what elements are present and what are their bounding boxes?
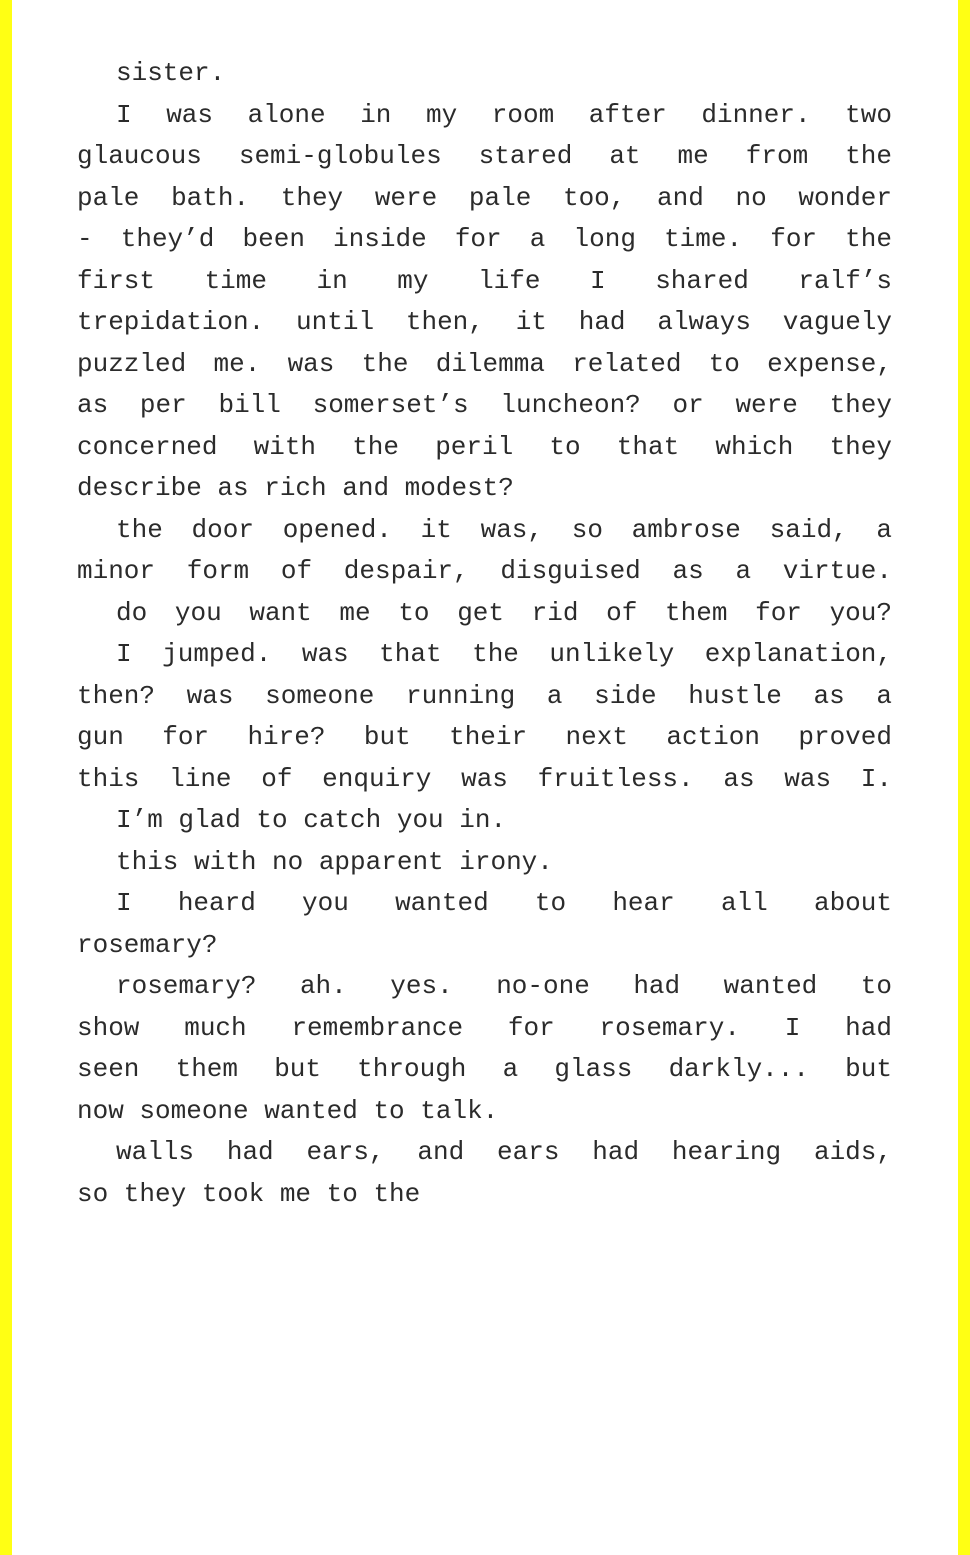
text-line: glaucous semi-globules stared at me from the	[77, 141, 892, 171]
text-line: concerned with the peril to that which they	[77, 431, 892, 462]
right-page-edge	[958, 0, 970, 1555]
text-line: show much remembrance for rosemary. I had	[77, 1012, 892, 1043]
text-line: gun for hire? but their next action proved	[77, 722, 892, 752]
text-line: this line of enquiry was fruitless. as was I.	[77, 763, 892, 794]
text-line: I was alone in my room after dinner. two	[116, 99, 892, 130]
text-line: I heard you wanted to hear all about	[116, 888, 892, 918]
page-body-text	[77, 53, 892, 1215]
text-line: do you want me to get rid of them for you?	[116, 597, 892, 628]
left-page-edge	[0, 0, 12, 1555]
text-line: puzzled me. was the dilemma related to expense,	[77, 348, 892, 379]
text-line: then? was someone running a side hustle as a	[77, 680, 892, 711]
text-line: this with no apparent irony.	[116, 846, 553, 877]
text-line: the door opened. it was, so ambrose said, a	[116, 514, 892, 545]
text-line: now someone wanted to talk.	[77, 1095, 499, 1126]
text-line: minor form of despair, disguised as a virtue.	[77, 556, 892, 586]
text-line: trepidation. until then, it had always vaguely	[77, 307, 892, 337]
text-line: rosemary?	[77, 929, 218, 960]
text-line: walls had ears, and ears had hearing aids,	[116, 1137, 892, 1167]
text-line: sister.	[116, 58, 226, 88]
text-line: rosemary? ah. yes. no-one had wanted to	[116, 971, 892, 1001]
text-line: first time in my life I shared ralf’s	[77, 265, 892, 296]
text-line: as per bill somerset’s luncheon? or were they	[77, 390, 892, 420]
text-line: I jumped. was that the unlikely explanation,	[116, 639, 892, 669]
text-line: - they’d been inside for a long time. for the	[77, 224, 892, 254]
text-line: so they took me to the	[77, 1178, 421, 1209]
text-line: seen them but through a glass darkly... but	[77, 1054, 892, 1084]
text-line: I’m glad to catch you in.	[116, 805, 507, 835]
text-line: pale bath. they were pale too, and no wonder	[77, 182, 892, 213]
text-line: describe as rich and modest?	[77, 473, 514, 503]
